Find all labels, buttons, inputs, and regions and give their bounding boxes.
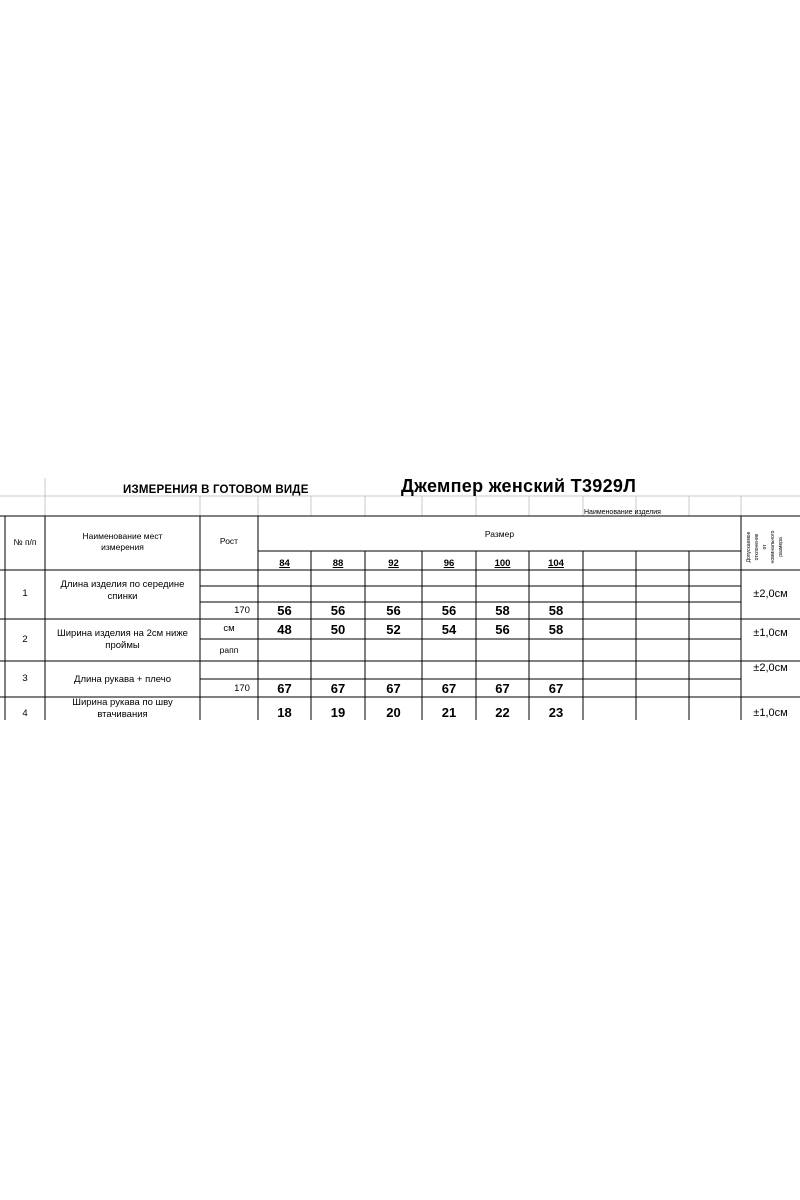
row-3-tolerance: ±2,0см xyxy=(753,662,788,674)
col-size-header: Размер xyxy=(484,528,515,539)
row-4-num: 4 xyxy=(22,708,28,719)
row-1-height: 170 xyxy=(234,604,250,616)
row-1-value: 56 xyxy=(441,603,457,618)
row-4-value: 20 xyxy=(386,704,401,720)
size-96: 96 xyxy=(443,557,455,569)
row-2-value: 58 xyxy=(548,622,564,637)
row-2-value: 56 xyxy=(495,622,510,637)
row-4-value: 22 xyxy=(495,704,510,720)
row-2-name: Ширина изделия на 2см ниже проймы xyxy=(57,628,188,651)
row-2-value: 52 xyxy=(386,622,401,637)
row-1-value: 56 xyxy=(277,603,292,618)
measurement-sheet xyxy=(0,478,800,720)
row-3-value: 67 xyxy=(548,681,564,696)
row-2-num: 2 xyxy=(22,634,28,645)
sheet-heading: ИЗМЕРЕНИЯ В ГОТОВОМ ВИДЕ xyxy=(123,484,309,496)
col-num-header: № п/п xyxy=(13,536,37,547)
row-1-value: 58 xyxy=(548,603,564,618)
row-4-value: 18 xyxy=(277,704,292,720)
row-1-value: 56 xyxy=(330,603,346,618)
row-2-value: 50 xyxy=(330,622,346,637)
row-4-value: 21 xyxy=(441,704,457,720)
row-1-tolerance: ±2,0см xyxy=(753,588,788,600)
size-100: 100 xyxy=(494,557,511,569)
row-3-value: 67 xyxy=(495,681,510,696)
product-title: Джемпер женский Т3929Л xyxy=(401,476,637,496)
row-3-value: 67 xyxy=(441,681,457,696)
row-1-num: 1 xyxy=(22,588,28,599)
col-name-header: Наименование мест измерения xyxy=(82,531,163,552)
row-3-num: 3 xyxy=(22,673,28,684)
size-88: 88 xyxy=(332,557,344,569)
row-3-value: 67 xyxy=(330,681,346,696)
row-2-value: 48 xyxy=(277,622,292,637)
size-104: 104 xyxy=(548,557,564,569)
row-4-value: 19 xyxy=(330,704,346,720)
row-4-tolerance: ±1,0см xyxy=(753,707,788,719)
row-2-rapport: рапп xyxy=(219,644,239,655)
row-1-name: Длина изделия по середине спинки xyxy=(60,579,185,602)
row-2-value: 54 xyxy=(441,622,457,637)
product-caption: Наименование изделия xyxy=(584,509,661,516)
size-92: 92 xyxy=(388,557,399,569)
row-3-value: 67 xyxy=(386,681,401,696)
row-2-unit: см xyxy=(223,623,235,634)
tolerance-header-vertical: Допускаемое отклонение от номинального размера xyxy=(746,530,784,564)
size-84: 84 xyxy=(279,557,290,569)
row-3-name: Длина рукава + плечо xyxy=(74,674,171,685)
row-4-name: Ширина рукава по шву втачивания xyxy=(72,697,173,720)
row-3-value: 67 xyxy=(277,681,292,696)
row-2-tolerance: ±1,0см xyxy=(753,627,788,639)
row-1-value: 58 xyxy=(495,603,510,618)
row-3-height: 170 xyxy=(234,682,250,694)
col-height-header: Рост xyxy=(219,535,239,546)
row-4-value: 23 xyxy=(548,704,564,720)
row-1-value: 56 xyxy=(386,603,401,618)
